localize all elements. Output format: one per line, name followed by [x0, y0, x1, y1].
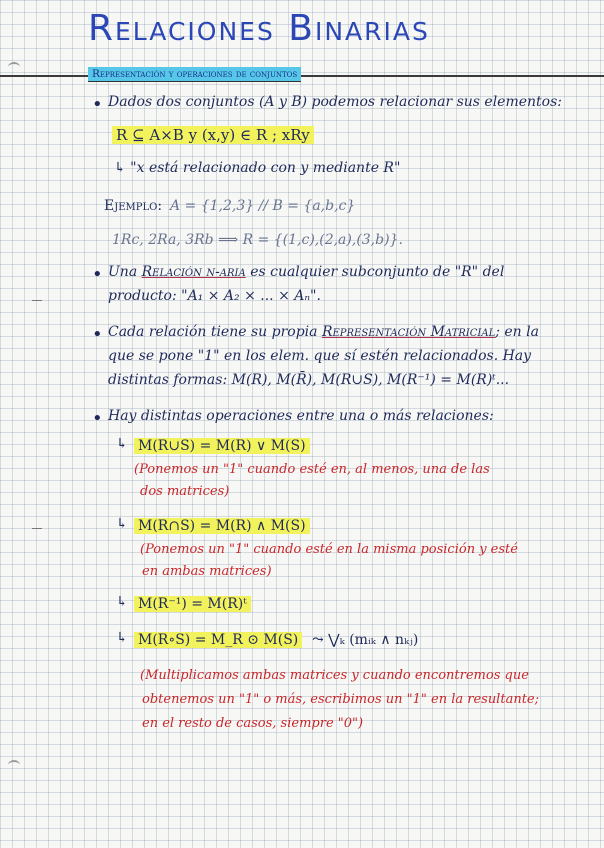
op-intersection-note-1: (Ponemos un "1" cuando esté en la misma posición y esté [140, 542, 518, 557]
op-intersection-note-2: en ambas matrices) [142, 564, 272, 579]
margin-mark [32, 528, 42, 529]
example-sets: A = {1,2,3} // B = {a,b,c} [170, 198, 356, 214]
op-union-note-2: dos matrices) [140, 484, 230, 499]
formula-relation: R ⊆ A×B y (x,y) ∈ R ; xRy [112, 126, 314, 144]
bullet: • [92, 264, 103, 285]
term-matricial: Representación Matricial [321, 324, 496, 340]
arrow-icon: ↳ [116, 436, 128, 452]
example-label: Ejemplo: [104, 198, 163, 214]
bullet-2-line-1 [108, 264, 504, 280]
bullet-3-line-3: distintas formas: M(R), M(R̄), M(R∪S), M(R⁻¹) = M(R)ᵗ... [108, 372, 510, 388]
relation-meaning: ↳ "x está relacionado con y mediante R" [114, 160, 401, 176]
bullet-4-text: Hay distintas operaciones entre una o más relaciones: [108, 408, 494, 424]
arrow-icon: ↳ [116, 516, 128, 532]
bullet: • [92, 324, 103, 345]
bullet-2-line-2: producto: "A₁ × A₂ × ... × Aₙ". [108, 288, 321, 304]
arrow-icon: ↳ [116, 594, 128, 610]
bullet-3-line-1 [108, 324, 539, 340]
text: ; en la [495, 324, 539, 340]
op-inverse-formula: M(R⁻¹) = M(R)ᵗ [134, 596, 251, 612]
example-relation: 1Rc, 2Ra, 3Rb ⟹ R = {(1,c),(2,a),(3,b)}. [112, 232, 403, 248]
op-union-note-1: (Ponemos un "1" cuando esté en, al menos, una de las [134, 462, 490, 477]
bullet: • [92, 94, 103, 115]
op-composition-note-3: en el resto de casos, siempre "0") [142, 716, 364, 731]
op-union-formula: M(R∪S) = M(R) ∨ M(S) [134, 438, 310, 454]
bullet-3-line-2: que se pone "1" en los elem. que sí estén relacionados. Hay [108, 348, 532, 364]
text: es cualquier subconjunto de "R" del [250, 264, 505, 280]
text: Una [108, 264, 138, 280]
op-composition-note-1: (Multiplicamos ambas matrices y cuando encontremos que [140, 668, 529, 683]
text: Cada relación tiene su propia [108, 324, 318, 340]
op-composition-note-2: obtenemos un "1" o más, escribimos un "1" en la resultante; [142, 692, 539, 707]
binder-hole [8, 760, 20, 770]
bullet-1-text: Dados dos conjuntos (A y B) podemos relacionar sus elementos: [108, 94, 563, 110]
op-intersection-formula: M(R∩S) = M(R) ∧ M(S) [134, 518, 310, 534]
op-composition-extra: ⤳ ⋁ₖ (mᵢₖ ∧ nₖⱼ) [312, 632, 419, 648]
arrow-icon: ↳ [116, 630, 128, 646]
section-subtitle: Representación y operaciones de conjuntos [88, 67, 301, 82]
margin-mark [32, 300, 42, 301]
bullet: • [92, 408, 103, 429]
page-title: Relaciones Binarias [88, 8, 430, 49]
op-composition-formula: M(R∘S) = M_R ⊙ M(S) [134, 632, 302, 648]
binder-hole [8, 62, 20, 72]
term-n-aria: Relación n-aria [141, 264, 246, 280]
